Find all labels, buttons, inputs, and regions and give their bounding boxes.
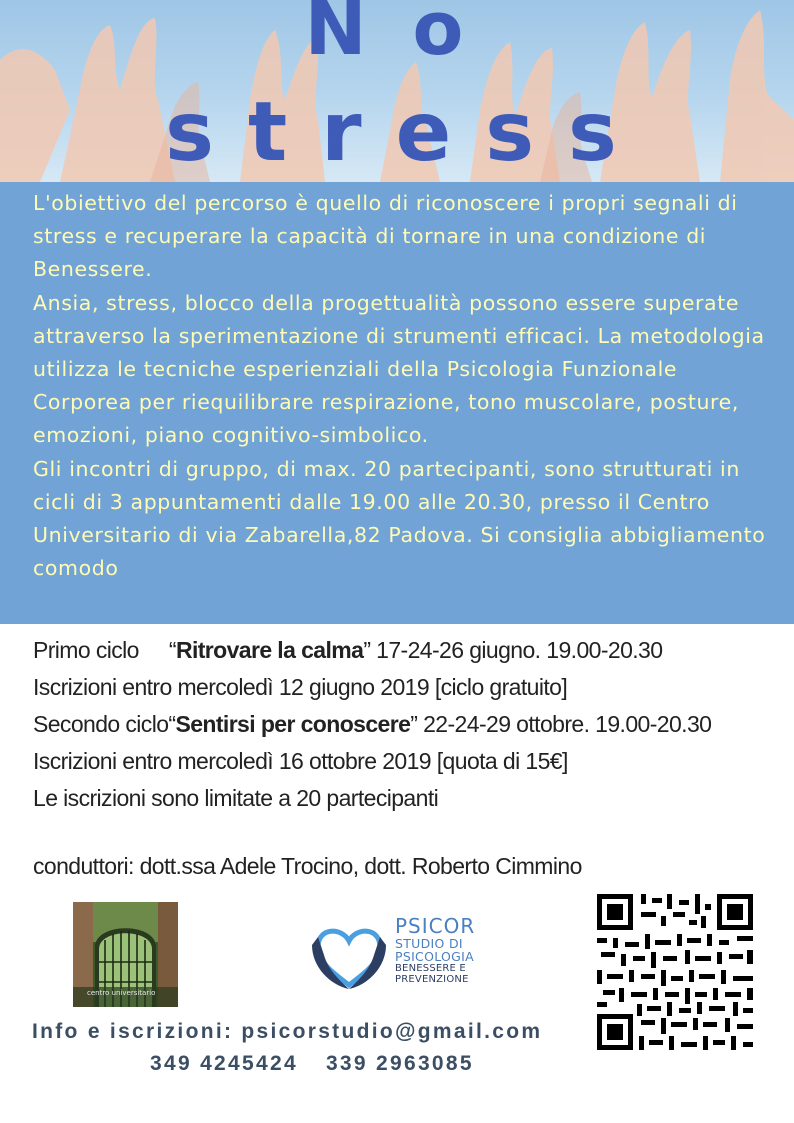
contact-info: Info e iscrizioni: psicorstudio@gmail.com: [32, 1020, 543, 1043]
logo-line-2: PSICOLOGIA: [395, 949, 475, 964]
course-details: [33, 632, 794, 817]
intro-paragraph-3: Gli incontri di gruppo, di max. 20 partecipanti, sono strutturati in cicli di 3 appuntamenti dalle 19.00 alle 20.30, presso il Centro Universitario di via Zabarella,82 Padova. Si consiglia abbigliamento comodo: [33, 456, 766, 581]
logo-line-3: BENESSERE E: [395, 963, 466, 974]
intro-panel: [0, 182, 794, 624]
logo-text: [395, 915, 475, 985]
centro-universitario-photo: [73, 902, 178, 1007]
header-banner: [0, 0, 794, 182]
intro-paragraph-2: Ansia, stress, blocco della progettualità possono essere superate attraverso la sperimentazione di strumenti efficaci. La metodologia utilizza le tecniche esperienziali della Psicologia Funzionale Corporea per riequilibrare respirazione, tono muscolare, posture, emozioni, piano cognitivo-simbolico.: [33, 290, 765, 448]
title-line-1: No: [304, 0, 510, 72]
logo-brand: PSICOR: [395, 914, 476, 938]
participants-limit: Le iscrizioni sono limitate a 20 partecipanti: [33, 785, 439, 811]
photo-caption: centro universitario: [87, 989, 156, 997]
cycle2-dates: ” 22-24-29 ottobre. 19.00-20.30: [410, 711, 712, 737]
cycle1-line: [33, 632, 794, 669]
cycle1-registration: Iscrizioni entro mercoledì 12 giugno 2019 [ciclo gratuito]: [33, 674, 568, 700]
qr-code-image: [597, 894, 753, 1050]
conductors: conduttori: dott.ssa Adele Trocino, dott. Roberto Cimmino: [33, 853, 582, 879]
cycle1-title: Ritrovare la calma: [175, 637, 364, 663]
logo-line-1: STUDIO DI: [395, 936, 463, 951]
heart-hands-icon: [308, 915, 390, 993]
cycle1-label: Primo ciclo: [33, 637, 139, 663]
logo-line-4: PREVENZIONE: [395, 974, 469, 985]
phone-1: 349 4245424: [150, 1052, 298, 1075]
phone-2: 339 2963085: [325, 1052, 474, 1075]
psicor-logo: [308, 915, 488, 995]
cycle2-line: [33, 706, 794, 743]
cycle1-open-quote: “: [168, 637, 176, 663]
intro-text: [33, 187, 773, 585]
title-line-2: stress: [165, 85, 651, 180]
cycle2-title: Sentirsi per conoscere: [175, 711, 411, 737]
cycle2-label: Secondo ciclo“: [33, 711, 176, 737]
cycle2-registration: Iscrizioni entro mercoledì 16 ottobre 2019 [quota di 15€]: [33, 748, 568, 774]
qr-code: [597, 894, 753, 1050]
intro-paragraph-1: L'obiettivo del percorso è quello di riconoscere i propri segnali di stress e recuperare la capacità di tornare in una condizione di Benessere.: [33, 191, 738, 282]
phone-numbers: [150, 1052, 474, 1076]
cycle1-dates: ” 17-24-26 giugno. 19.00-20.30: [363, 637, 663, 663]
